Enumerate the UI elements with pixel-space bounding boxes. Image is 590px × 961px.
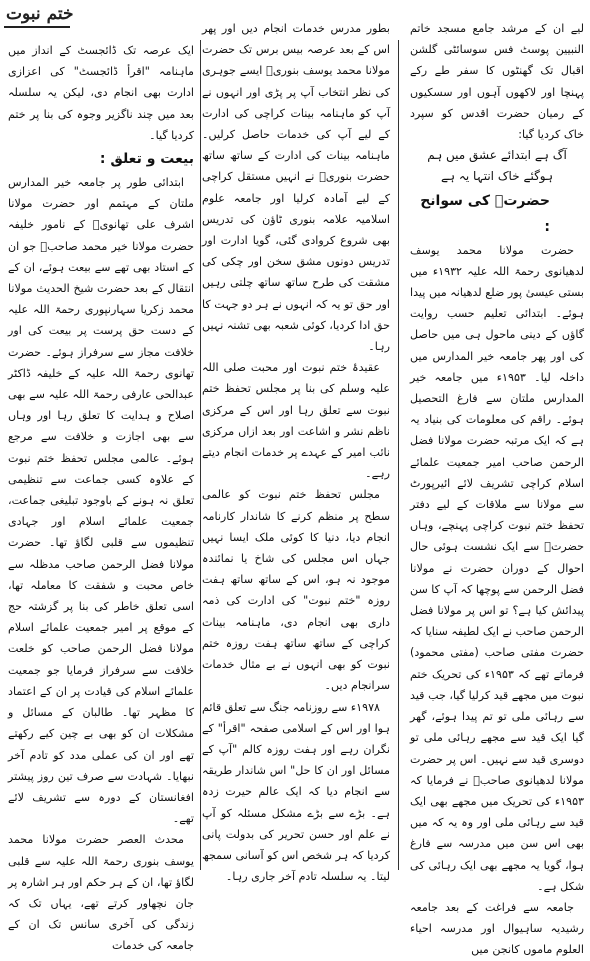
article-column-left	[8, 40, 194, 953]
khatm-nubuwwat-paragraph: عقیدۂ ختم نبوت اور محبت صلی اللہ علیہ وسلم کی بنا پر مجلس تحفظ ختم نبوت سے تعلق رہا اور اس کے مرکزی ناظم نشر و اشاعت اور بعد ازاں مرکزی نائب امیر کے عہدے پر خدمات انجام دیتے رہے۔	[202, 361, 390, 481]
iqra-digest-paragraph: ایک عرصہ تک ڈائجسٹ کے انداز میں ماہنامہ "اقرأ ڈائجسٹ" کی اعزازی ادارت بھی انجام دی، لیکن یہ سلسلہ بعد میں چند ناگزیر وجوہ کی بنا پر ختم کردیا گیا۔	[8, 44, 194, 142]
binori-relation-paragraph: محدث العصر حضرت مولانا محمد یوسف بنوری رحمۃ اللہ علیہ سے قلبی لگاؤ تھا، ان کے ہر حکم اور ہر اشارہ پر جان نچھاور کرتے تھے، یہاں تک کہ زندگی کی آخری سانس تک ان کے جامعہ کی خدمات	[8, 833, 194, 953]
khatm-e-nubuwwat-logo: ختم نبوت	[6, 4, 74, 24]
intro-paragraph: لیے ان کے مرشد جامع مسجد خاتم النبیین پوسٹ فس سوسائٹی گلشن اقبال تک گھنٹوں کا سفر طے رکے پہنچا اور لاکھوں آہوں اور سسکیوں کے رمیان حضرت اقدس کو سپرد خاک کردیا گیا:	[410, 22, 584, 142]
article-column-middle	[202, 18, 390, 884]
global-organization-paragraph: مجلس تحفظ ختم نبوت کو عالمی سطح پر منظم کرنے کا شاندار کارنامہ انجام دیا، دنیا کا کوئی ملک ایسا نہیں جہاں اس مجلس کی شاخ یا نمائندہ موجود نہ ہو، اس کے ساتھ ساتھ ہفت روزہ "ختم نبوت" کی ادارت کی ذمہ داری بھی انجام دی، ماہنامہ بینات کراچی کے ساتھ ساتھ ہفت روزہ ختم نبوت کو بھی انہوں نے بے مثال خدمات سرانجام دیں۔	[202, 488, 390, 693]
jang-column-paragraph: ۱۹۷۸ء سے روزنامہ جنگ سے تعلق قائم ہوا اور اس کے اسلامی صفحہ "اقرأ" کے نگران رہے اور ہفت روزہ کالم "آپ کے مسائل اور ان کا حل" اس شاندار طریقہ سے انجام دیا کہ ایک عالم حیرت زدہ ہے۔ بڑے سے بڑے مشکل مسئلہ کو آپ نے علم اور حسن تحریر کی بدولت پانی کردیا کہ ہر شخص اس کو آسانی سمجھ لیتا۔ یہ سلسلہ تادم آخر جاری رہا۔	[202, 700, 390, 884]
bayat-paragraph: ابتدائی طور پر جامعہ خیر المدارس ملتان کے مہتمم اور حضرت مولانا اشرف علی تھانویؒ کے نامور خلیفہ حضرت مولانا خیر محمد صاحبؒ جو ان کے استاد بھی تھے سے بیعت ہوئے، ان کے انتقال کے بعد حضرت شیخ الحدیث مولانا محمد زکریا سہارنپوری رحمۃ اللہ علیہ کے دست حق پرست پر بیعت کی اور خلافت مجاز سے سرفراز ہوئے۔ حضرت تھانوی رحمۃ اللہ علیہ کے خلیفہ ڈاکٹر عبدالحی عارفی رحمۃ اللہ علیہ سے بھی اصلاح و ہدایت کا تعلق رہا اور وہاں سے بھی اجازت و خلافت سے مرجع ہوئے۔ عالمی مجلس تحفظ ختم نبوت کے علاوہ کسی جماعت سے تنظیمی تعلق نہ ہونے کے باوجود تبلیغی جماعت، جمعیت علمائے اسلام اور جہادی تنظیموں سے قلبی لگاؤ تھا۔ حضرت مولانا فضل الرحمن صاحب مدظلہ سے خاص محبت و شفقت کا معاملہ تھا، اسی تعلق خاطر کی بنا پر گزشتہ حج کے موقع پر امیر جمعیت علمائے اسلام مولانا فضل الرحمن صاحب کو خلعت خلافت سے سرفراز فرمایا جو جمعیت علمائے اسلام کی قیادت پر ان کے اعتماد کا مظہر تھا۔ طالبان کے مسائل و مشکلات ان کو بھی بے چین کیے رکھتے تھے اور ان کی عملی مدد کو تادم آخر نبھایا۔ شہادت سے صرف تین روز پیشتر افغانستان کے دورہ سے تشریف لائے تھے۔	[8, 176, 194, 826]
section-heading-biography: حضرتؒ کی سوانح :	[420, 192, 550, 235]
verse-line-2: ہوگئے خاک انتہا یہ ہے	[440, 169, 554, 184]
column-divider-left	[200, 40, 201, 870]
biography-paragraph: حضرت مولانا محمد یوسف لدھیانوی رحمۃ اللہ علیہ ۱۹۳۲ء میں بستی عیسیٰ پور ضلع لدھیانہ میں پیدا ہوئے۔ ابتدائی تعلیم حسب روایت گاؤں کے دینی ماحول ہی میں حاصل کی اور پھر جامعہ خیر المدارس میں داخلہ لیا۔ ۱۹۵۳ء میں جامعہ خیر المدارس ملتان سے فارغ التحصیل ہوئے۔ راقم کی معلومات کی بنیاد یہ ہے کہ ایک مرتبہ حضرت مولانا فضل الرحمن صاحب امیر جمعیت علمائے اسلام کراچی تشریف لائے ائیرپورٹ سے مولانا سے ملاقات کے لیے دفتر تحفظ ختم نبوت کراچی پہنچے، وہاں حضرتؒ سے ایک نشست ہوئی حال احوال کے دوران حضرت نے مولانا فضل الرحمن سے پوچھا کہ آپ کا سن پیدائش کیا ہے؟ تو اس پر مولانا فضل الرحمن صاحب نے ایک لطیفہ سنایا کہ حضرت مفتی صاحب (مفتی محمود) فرماتے تھے کہ ۱۹۵۳ء کی تحریک ختم نبوت میں مجھے قید کرلیا گیا، جب قید سے رہائی ملی تو تم پیدا ہوئے، گھر گیا ایک قید سے مجھے رہائی ملی تو دوسری قید سے نہیں۔ اس پر حضرت مولانا لدھیانوی صاحبؒ نے فرمایا کہ ۱۹۵۳ء کی تحریک میں مجھے بھی ایک قید سے رہائی ملی اور وہ یہ کہ میں بھی اس سن میں مدرسہ سے فارغ ہوا، گویا یہ مجھے بھی ایک رہائی کی شکل ہے۔	[410, 243, 585, 893]
verse-line-1: آگ ہے ابتدائے عشق میں ہم	[427, 148, 567, 163]
article-column-right	[410, 18, 585, 957]
biography-tail-paragraph: جامعہ سے فراغت کے بعد جامعہ رشیدیہ ساہیوال اور مدرسہ احیاء العلوم ماموں کانجن میں	[410, 900, 584, 957]
column-divider-right	[398, 40, 399, 870]
logo-underline	[4, 26, 70, 28]
teaching-paragraph: بطور مدرس خدمات انجام دیں اور پھر اس کے بعد عرصہ بیس برس تک حضرت مولانا محمد یوسف بنوریؒ ایسے جوہری کی نظر انتخاب آپ پر پڑی اور انہوں نے آپ کو ماہنامہ بینات کراچی کی ادارت کے لیے آپ کی خدمات حاصل کرلیں۔ ماہنامہ بینات کی ادارت کے ساتھ ساتھ حضرت بنوریؒ نے انہیں مستقل کراچی کے لیے آمادہ کرلیا اور جامعہ علوم اسلامیہ علامہ بنوری ٹاؤن کی تدریس بھی شروع کروادی گئی، گویا ادارت اور تدریس دونوں مشق سخن اور چکی کی مشقت کی طرح ساتھ ساتھ چلتی رہیں اور حق تو یہ کہ انہوں نے ہر دو جہت کا حق ادا کردیا، کوئی شعبہ بھی تشنہ نہیں رہا۔	[202, 22, 390, 354]
section-heading-bayat: بیعت و تعلق :	[99, 151, 194, 168]
